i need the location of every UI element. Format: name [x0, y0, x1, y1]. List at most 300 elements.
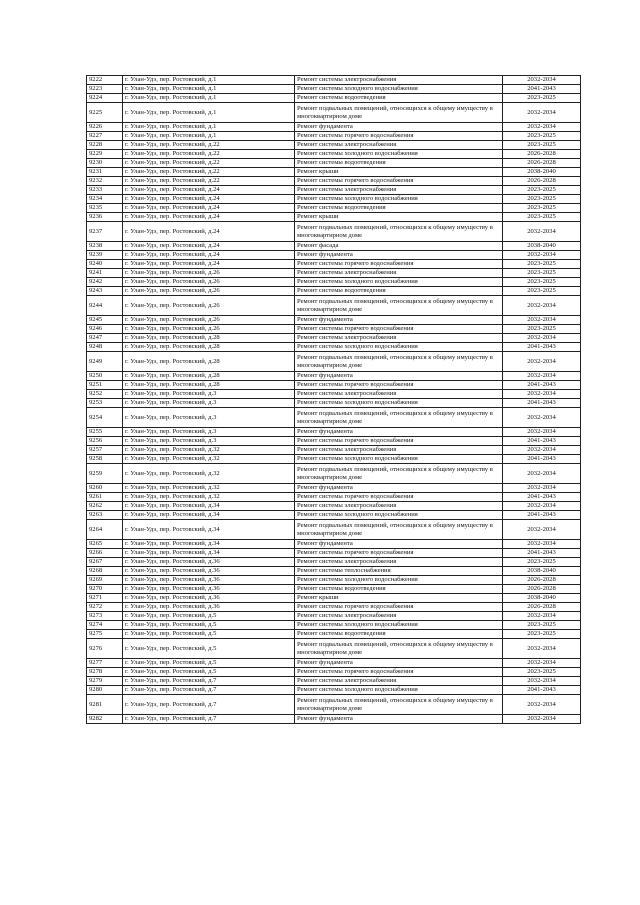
row-number-cell: 9242 — [87, 278, 123, 287]
table-row — [87, 437, 581, 446]
address-cell: г. Улан-Удэ, пер. Ростовский, д.3 — [123, 390, 295, 399]
table-row — [87, 549, 581, 558]
table-row — [87, 677, 581, 686]
address-cell: г. Улан-Удэ, пер. Ростовский, д.5 — [123, 630, 295, 639]
work-type-cell: Ремонт системы горячего водоснабжения — [295, 381, 503, 390]
address-cell: г. Улан-Удэ, пер. Ростовский, д.26 — [123, 296, 295, 316]
period-cell: 2023-2025 — [503, 269, 581, 278]
row-number-cell: 9231 — [87, 168, 123, 177]
period-cell: 2032-2034 — [503, 540, 581, 549]
table-row — [87, 141, 581, 150]
table-row — [87, 103, 581, 123]
period-cell: 2023-2025 — [503, 668, 581, 677]
work-type-cell: Ремонт подвальных помещений, относящихся к общему имуществу в многоквартирном доме — [295, 222, 503, 242]
period-cell: 2032-2034 — [503, 372, 581, 381]
work-type-cell: Ремонт подвальных помещений, относящихся к общему имуществу в многоквартирном доме — [295, 408, 503, 428]
period-cell: 2023-2025 — [503, 278, 581, 287]
row-number-cell: 9274 — [87, 621, 123, 630]
period-cell: 2023-2025 — [503, 287, 581, 296]
period-cell: 2041-2043 — [503, 85, 581, 94]
address-cell: г. Улан-Удэ, пер. Ростовский, д.32 — [123, 446, 295, 455]
work-type-cell: Ремонт системы горячего водоснабжения — [295, 325, 503, 334]
address-cell: г. Улан-Удэ, пер. Ростовский, д.32 — [123, 464, 295, 484]
work-type-cell: Ремонт системы электроснабжения — [295, 677, 503, 686]
row-number-cell: 9241 — [87, 269, 123, 278]
period-cell: 2032-2034 — [503, 502, 581, 511]
period-cell: 2023-2025 — [503, 195, 581, 204]
period-cell: 2038-2040 — [503, 567, 581, 576]
address-cell: г. Улан-Удэ, пер. Ростовский, д.26 — [123, 278, 295, 287]
work-type-cell: Ремонт крыши — [295, 213, 503, 222]
address-cell: г. Улан-Удэ, пер. Ростовский, д.5 — [123, 612, 295, 621]
table-row — [87, 132, 581, 141]
row-number-cell: 9251 — [87, 381, 123, 390]
period-cell: 2038-2040 — [503, 594, 581, 603]
row-number-cell: 9281 — [87, 695, 123, 715]
row-number-cell: 9258 — [87, 455, 123, 464]
period-cell: 2041-2043 — [503, 549, 581, 558]
address-cell: г. Улан-Удэ, пер. Ростовский, д.7 — [123, 686, 295, 695]
row-number-cell: 9235 — [87, 204, 123, 213]
row-number-cell: 9228 — [87, 141, 123, 150]
table-row — [87, 612, 581, 621]
table-row — [87, 428, 581, 437]
table-row — [87, 408, 581, 428]
table-row — [87, 159, 581, 168]
period-cell: 2038-2040 — [503, 168, 581, 177]
period-cell: 2041-2043 — [503, 381, 581, 390]
table-row — [87, 242, 581, 251]
table-row — [87, 296, 581, 316]
table-row — [87, 316, 581, 325]
address-cell: г. Улан-Удэ, пер. Ростовский, д.24 — [123, 195, 295, 204]
row-number-cell: 9257 — [87, 446, 123, 455]
period-cell: 2032-2034 — [503, 408, 581, 428]
period-cell: 2041-2043 — [503, 399, 581, 408]
work-type-cell: Ремонт системы электроснабжения — [295, 186, 503, 195]
table-row — [87, 287, 581, 296]
work-type-cell: Ремонт фасада — [295, 242, 503, 251]
period-cell: 2026-2028 — [503, 585, 581, 594]
period-cell: 2032-2034 — [503, 222, 581, 242]
table-row — [87, 168, 581, 177]
address-cell: г. Улан-Удэ, пер. Ростовский, д.34 — [123, 540, 295, 549]
row-number-cell: 9222 — [87, 76, 123, 85]
address-cell: г. Улан-Удэ, пер. Ростовский, д.36 — [123, 576, 295, 585]
period-cell: 2026-2028 — [503, 150, 581, 159]
table-row — [87, 695, 581, 715]
table-row — [87, 177, 581, 186]
row-number-cell: 9262 — [87, 502, 123, 511]
address-cell: г. Улан-Удэ, пер. Ростовский, д.26 — [123, 325, 295, 334]
address-cell: г. Улан-Удэ, пер. Ростовский, д.1 — [123, 103, 295, 123]
address-cell: г. Улан-Удэ, пер. Ростовский, д.28 — [123, 334, 295, 343]
address-cell: г. Улан-Удэ, пер. Ростовский, д.7 — [123, 715, 295, 724]
row-number-cell: 9245 — [87, 316, 123, 325]
work-type-cell: Ремонт системы горячего водоснабжения — [295, 549, 503, 558]
table-row — [87, 399, 581, 408]
row-number-cell: 9225 — [87, 103, 123, 123]
work-type-cell: Ремонт фундамента — [295, 428, 503, 437]
period-cell: 2023-2025 — [503, 132, 581, 141]
address-cell: г. Улан-Удэ, пер. Ростовский, д.36 — [123, 594, 295, 603]
row-number-cell: 9266 — [87, 549, 123, 558]
row-number-cell: 9260 — [87, 484, 123, 493]
period-cell: 2023-2025 — [503, 141, 581, 150]
address-cell: г. Улан-Удэ, пер. Ростовский, д.26 — [123, 287, 295, 296]
address-cell: г. Улан-Удэ, пер. Ростовский, д.34 — [123, 502, 295, 511]
row-number-cell: 9269 — [87, 576, 123, 585]
repair-schedule-table — [86, 75, 581, 724]
address-cell: г. Улан-Удэ, пер. Ростовский, д.5 — [123, 659, 295, 668]
row-number-cell: 9234 — [87, 195, 123, 204]
address-cell: г. Улан-Удэ, пер. Ростовский, д.28 — [123, 343, 295, 352]
table-row — [87, 260, 581, 269]
period-cell: 2032-2034 — [503, 352, 581, 372]
row-number-cell: 9277 — [87, 659, 123, 668]
address-cell: г. Улан-Удэ, пер. Ростовский, д.32 — [123, 455, 295, 464]
table-row — [87, 186, 581, 195]
table-row — [87, 639, 581, 659]
row-number-cell: 9230 — [87, 159, 123, 168]
address-cell: г. Улан-Удэ, пер. Ростовский, д.1 — [123, 123, 295, 132]
period-cell: 2026-2028 — [503, 177, 581, 186]
work-type-cell: Ремонт системы водоотведения — [295, 159, 503, 168]
row-number-cell: 9263 — [87, 511, 123, 520]
address-cell: г. Улан-Удэ, пер. Ростовский, д.36 — [123, 603, 295, 612]
address-cell: г. Улан-Удэ, пер. Ростовский, д.5 — [123, 639, 295, 659]
address-cell: г. Улан-Удэ, пер. Ростовский, д.32 — [123, 493, 295, 502]
period-cell: 2023-2025 — [503, 325, 581, 334]
table-row — [87, 381, 581, 390]
work-type-cell: Ремонт системы горячего водоснабжения — [295, 177, 503, 186]
work-type-cell: Ремонт системы теплоснабжения — [295, 567, 503, 576]
period-cell: 2032-2034 — [503, 251, 581, 260]
table-row — [87, 352, 581, 372]
work-type-cell: Ремонт системы водоотведения — [295, 287, 503, 296]
work-type-cell: Ремонт системы электроснабжения — [295, 446, 503, 455]
work-type-cell: Ремонт системы горячего водоснабжения — [295, 493, 503, 502]
period-cell: 2026-2028 — [503, 603, 581, 612]
work-type-cell: Ремонт подвальных помещений, относящихся к общему имуществу в многоквартирном доме — [295, 296, 503, 316]
address-cell: г. Улан-Удэ, пер. Ростовский, д.3 — [123, 408, 295, 428]
table-row — [87, 76, 581, 85]
work-type-cell: Ремонт системы холодного водоснабжения — [295, 455, 503, 464]
address-cell: г. Улан-Удэ, пер. Ростовский, д.24 — [123, 222, 295, 242]
address-cell: г. Улан-Удэ, пер. Ростовский, д.34 — [123, 511, 295, 520]
work-type-cell: Ремонт системы холодного водоснабжения — [295, 686, 503, 695]
row-number-cell: 9282 — [87, 715, 123, 724]
work-type-cell: Ремонт системы холодного водоснабжения — [295, 195, 503, 204]
period-cell: 2032-2034 — [503, 428, 581, 437]
work-type-cell: Ремонт подвальных помещений, относящихся к общему имуществу в многоквартирном доме — [295, 639, 503, 659]
work-type-cell: Ремонт системы холодного водоснабжения — [295, 278, 503, 287]
period-cell: 2032-2034 — [503, 123, 581, 132]
row-number-cell: 9250 — [87, 372, 123, 381]
row-number-cell: 9264 — [87, 520, 123, 540]
work-type-cell: Ремонт фундамента — [295, 484, 503, 493]
row-number-cell: 9233 — [87, 186, 123, 195]
row-number-cell: 9275 — [87, 630, 123, 639]
period-cell: 2023-2025 — [503, 94, 581, 103]
work-type-cell: Ремонт системы холодного водоснабжения — [295, 621, 503, 630]
row-number-cell: 9238 — [87, 242, 123, 251]
work-type-cell: Ремонт системы электроснабжения — [295, 390, 503, 399]
work-type-cell: Ремонт системы холодного водоснабжения — [295, 85, 503, 94]
address-cell: г. Улан-Удэ, пер. Ростовский, д.24 — [123, 186, 295, 195]
row-number-cell: 9276 — [87, 639, 123, 659]
row-number-cell: 9223 — [87, 85, 123, 94]
work-type-cell: Ремонт системы горячего водоснабжения — [295, 260, 503, 269]
table-row — [87, 278, 581, 287]
table-row — [87, 94, 581, 103]
row-number-cell: 9247 — [87, 334, 123, 343]
period-cell: 2023-2025 — [503, 558, 581, 567]
table-row — [87, 594, 581, 603]
row-number-cell: 9268 — [87, 567, 123, 576]
row-number-cell: 9240 — [87, 260, 123, 269]
row-number-cell: 9267 — [87, 558, 123, 567]
work-type-cell: Ремонт системы электроснабжения — [295, 502, 503, 511]
row-number-cell: 9278 — [87, 668, 123, 677]
period-cell: 2032-2034 — [503, 446, 581, 455]
work-type-cell: Ремонт системы горячего водоснабжения — [295, 437, 503, 446]
work-type-cell: Ремонт системы холодного водоснабжения — [295, 399, 503, 408]
table-row — [87, 123, 581, 132]
table-row — [87, 372, 581, 381]
period-cell: 2038-2040 — [503, 242, 581, 251]
period-cell: 2026-2028 — [503, 159, 581, 168]
period-cell: 2032-2034 — [503, 520, 581, 540]
period-cell: 2041-2043 — [503, 493, 581, 502]
table-row — [87, 585, 581, 594]
address-cell: г. Улан-Удэ, пер. Ростовский, д.34 — [123, 549, 295, 558]
table-row — [87, 195, 581, 204]
table-row — [87, 213, 581, 222]
period-cell: 2032-2034 — [503, 677, 581, 686]
address-cell: г. Улан-Удэ, пер. Ростовский, д.36 — [123, 567, 295, 576]
work-type-cell: Ремонт подвальных помещений, относящихся к общему имуществу в многоквартирном доме — [295, 464, 503, 484]
period-cell: 2032-2034 — [503, 296, 581, 316]
table-row — [87, 502, 581, 511]
work-type-cell: Ремонт системы электроснабжения — [295, 141, 503, 150]
period-cell: 2032-2034 — [503, 390, 581, 399]
work-type-cell: Ремонт системы холодного водоснабжения — [295, 150, 503, 159]
address-cell: г. Улан-Удэ, пер. Ростовский, д.28 — [123, 352, 295, 372]
row-number-cell: 9259 — [87, 464, 123, 484]
row-number-cell: 9229 — [87, 150, 123, 159]
period-cell: 2032-2034 — [503, 76, 581, 85]
row-number-cell: 9279 — [87, 677, 123, 686]
period-cell: 2023-2025 — [503, 204, 581, 213]
address-cell: г. Улан-Удэ, пер. Ростовский, д.22 — [123, 177, 295, 186]
period-cell: 2032-2034 — [503, 484, 581, 493]
address-cell: г. Улан-Удэ, пер. Ростовский, д.28 — [123, 372, 295, 381]
period-cell: 2032-2034 — [503, 103, 581, 123]
row-number-cell: 9249 — [87, 352, 123, 372]
address-cell: г. Улан-Удэ, пер. Ростовский, д.26 — [123, 269, 295, 278]
table-row — [87, 576, 581, 585]
work-type-cell: Ремонт фундамента — [295, 540, 503, 549]
work-type-cell: Ремонт системы электроснабжения — [295, 269, 503, 278]
address-cell: г. Улан-Удэ, пер. Ростовский, д.24 — [123, 213, 295, 222]
row-number-cell: 9244 — [87, 296, 123, 316]
address-cell: г. Улан-Удэ, пер. Ростовский, д.22 — [123, 159, 295, 168]
work-type-cell: Ремонт подвальных помещений, относящихся к общему имуществу в многоквартирном доме — [295, 520, 503, 540]
period-cell: 2041-2043 — [503, 686, 581, 695]
period-cell: 2032-2034 — [503, 612, 581, 621]
table-row — [87, 222, 581, 242]
address-cell: г. Улан-Удэ, пер. Ростовский, д.7 — [123, 677, 295, 686]
table-row — [87, 464, 581, 484]
address-cell: г. Улан-Удэ, пер. Ростовский, д.24 — [123, 242, 295, 251]
row-number-cell: 9239 — [87, 251, 123, 260]
table-row — [87, 251, 581, 260]
address-cell: г. Улан-Удэ, пер. Ростовский, д.22 — [123, 141, 295, 150]
row-number-cell: 9232 — [87, 177, 123, 186]
table-row — [87, 558, 581, 567]
table-row — [87, 686, 581, 695]
table-row — [87, 85, 581, 94]
address-cell: г. Улан-Удэ, пер. Ростовский, д.5 — [123, 621, 295, 630]
table-row — [87, 484, 581, 493]
table-row — [87, 455, 581, 464]
work-type-cell: Ремонт системы холодного водоснабжения — [295, 511, 503, 520]
period-cell: 2032-2034 — [503, 316, 581, 325]
address-cell: г. Улан-Удэ, пер. Ростовский, д.5 — [123, 668, 295, 677]
period-cell: 2026-2028 — [503, 576, 581, 585]
row-number-cell: 9253 — [87, 399, 123, 408]
table-row — [87, 325, 581, 334]
table-row — [87, 659, 581, 668]
table-row — [87, 630, 581, 639]
address-cell: г. Улан-Удэ, пер. Ростовский, д.1 — [123, 132, 295, 141]
work-type-cell: Ремонт системы холодного водоснабжения — [295, 343, 503, 352]
table-row — [87, 390, 581, 399]
work-type-cell: Ремонт системы электроснабжения — [295, 612, 503, 621]
table-row — [87, 204, 581, 213]
table-row — [87, 567, 581, 576]
work-type-cell: Ремонт фундамента — [295, 715, 503, 724]
work-type-cell: Ремонт системы горячего водоснабжения — [295, 668, 503, 677]
address-cell: г. Улан-Удэ, пер. Ростовский, д.28 — [123, 381, 295, 390]
table-row — [87, 493, 581, 502]
row-number-cell: 9236 — [87, 213, 123, 222]
address-cell: г. Улан-Удэ, пер. Ростовский, д.24 — [123, 251, 295, 260]
address-cell: г. Улан-Удэ, пер. Ростовский, д.22 — [123, 168, 295, 177]
table-row — [87, 715, 581, 724]
address-cell: г. Улан-Удэ, пер. Ростовский, д.36 — [123, 558, 295, 567]
period-cell: 2032-2034 — [503, 715, 581, 724]
work-type-cell: Ремонт системы электроснабжения — [295, 334, 503, 343]
table-row — [87, 343, 581, 352]
row-number-cell: 9256 — [87, 437, 123, 446]
period-cell: 2023-2025 — [503, 630, 581, 639]
address-cell: г. Улан-Удэ, пер. Ростовский, д.1 — [123, 94, 295, 103]
work-type-cell: Ремонт системы водоотведения — [295, 630, 503, 639]
address-cell: г. Улан-Удэ, пер. Ростовский, д.26 — [123, 316, 295, 325]
address-cell: г. Улан-Удэ, пер. Ростовский, д.3 — [123, 399, 295, 408]
table-row — [87, 511, 581, 520]
period-cell: 2032-2034 — [503, 334, 581, 343]
period-cell: 2023-2025 — [503, 260, 581, 269]
table-row — [87, 520, 581, 540]
row-number-cell: 9226 — [87, 123, 123, 132]
work-type-cell: Ремонт системы горячего водоснабжения — [295, 132, 503, 141]
table-row — [87, 150, 581, 159]
row-number-cell: 9270 — [87, 585, 123, 594]
work-type-cell: Ремонт подвальных помещений, относящихся к общему имуществу в многоквартирном доме — [295, 103, 503, 123]
work-type-cell: Ремонт фундамента — [295, 372, 503, 381]
row-number-cell: 9273 — [87, 612, 123, 621]
row-number-cell: 9272 — [87, 603, 123, 612]
table-body — [87, 76, 581, 724]
row-number-cell: 9254 — [87, 408, 123, 428]
table-row — [87, 269, 581, 278]
row-number-cell: 9261 — [87, 493, 123, 502]
period-cell: 2032-2034 — [503, 659, 581, 668]
row-number-cell: 9265 — [87, 540, 123, 549]
work-type-cell: Ремонт фундамента — [295, 316, 503, 325]
row-number-cell: 9237 — [87, 222, 123, 242]
work-type-cell: Ремонт системы холодного водоснабжения — [295, 576, 503, 585]
address-cell: г. Улан-Удэ, пер. Ростовский, д.34 — [123, 520, 295, 540]
work-type-cell: Ремонт подвальных помещений, относящихся к общему имуществу в многоквартирном доме — [295, 352, 503, 372]
document-page — [86, 75, 568, 724]
address-cell: г. Улан-Удэ, пер. Ростовский, д.24 — [123, 204, 295, 213]
period-cell: 2032-2034 — [503, 639, 581, 659]
row-number-cell: 9246 — [87, 325, 123, 334]
table-row — [87, 668, 581, 677]
row-number-cell: 9243 — [87, 287, 123, 296]
work-type-cell: Ремонт фундамента — [295, 123, 503, 132]
work-type-cell: Ремонт крыши — [295, 594, 503, 603]
row-number-cell: 9255 — [87, 428, 123, 437]
work-type-cell: Ремонт системы электроснабжения — [295, 76, 503, 85]
period-cell: 2041-2043 — [503, 455, 581, 464]
period-cell: 2041-2043 — [503, 511, 581, 520]
work-type-cell: Ремонт крыши — [295, 168, 503, 177]
address-cell: г. Улан-Удэ, пер. Ростовский, д.36 — [123, 585, 295, 594]
address-cell: г. Улан-Удэ, пер. Ростовский, д.3 — [123, 428, 295, 437]
work-type-cell: Ремонт системы водоотведения — [295, 94, 503, 103]
work-type-cell: Ремонт системы горячего водоснабжения — [295, 603, 503, 612]
period-cell: 2023-2025 — [503, 186, 581, 195]
work-type-cell: Ремонт системы водоотведения — [295, 585, 503, 594]
row-number-cell: 9227 — [87, 132, 123, 141]
address-cell: г. Улан-Удэ, пер. Ростовский, д.1 — [123, 76, 295, 85]
period-cell: 2023-2025 — [503, 621, 581, 630]
address-cell: г. Улан-Удэ, пер. Ростовский, д.3 — [123, 437, 295, 446]
row-number-cell: 9271 — [87, 594, 123, 603]
address-cell: г. Улан-Удэ, пер. Ростовский, д.22 — [123, 150, 295, 159]
work-type-cell: Ремонт фундамента — [295, 659, 503, 668]
work-type-cell: Ремонт фундамента — [295, 251, 503, 260]
address-cell: г. Улан-Удэ, пер. Ростовский, д.32 — [123, 484, 295, 493]
row-number-cell: 9248 — [87, 343, 123, 352]
row-number-cell: 9252 — [87, 390, 123, 399]
address-cell: г. Улан-Удэ, пер. Ростовский, д.7 — [123, 695, 295, 715]
period-cell: 2041-2043 — [503, 437, 581, 446]
work-type-cell: Ремонт системы электроснабжения — [295, 558, 503, 567]
address-cell: г. Улан-Удэ, пер. Ростовский, д.24 — [123, 260, 295, 269]
address-cell: г. Улан-Удэ, пер. Ростовский, д.1 — [123, 85, 295, 94]
work-type-cell: Ремонт подвальных помещений, относящихся к общему имуществу в многоквартирном доме — [295, 695, 503, 715]
period-cell: 2023-2025 — [503, 213, 581, 222]
row-number-cell: 9224 — [87, 94, 123, 103]
table-row — [87, 446, 581, 455]
period-cell: 2032-2034 — [503, 464, 581, 484]
